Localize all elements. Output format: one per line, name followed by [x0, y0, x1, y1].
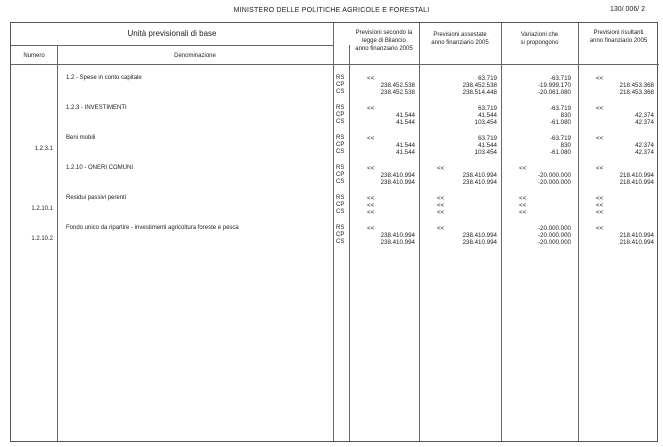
header-prev-assestate-line2: anno finanziario 2005 — [431, 40, 489, 46]
row-prev-bilancio: << — [367, 75, 375, 82]
row-prev-risultanti: 218.453.368 — [619, 89, 654, 96]
row-prev-bilancio: 238.410.994 — [380, 172, 415, 179]
header-numero: Numero — [23, 53, 45, 59]
header-prev-risultanti-line1: Previsioni risultanti — [593, 30, 644, 36]
row-variazioni: << — [519, 165, 527, 172]
row-code: RS — [336, 165, 345, 171]
row-variazioni: -20.000.000 — [537, 172, 571, 179]
row-prev-assestate: 238.452.538 — [462, 82, 497, 89]
header-prev-bilancio-line3: anno finanziario 2005 — [355, 46, 413, 52]
row-code: CP — [336, 82, 345, 88]
row-prev-bilancio: 41.544 — [396, 112, 415, 119]
row-prev-bilancio: 238.452.538 — [380, 89, 415, 96]
row-variazioni: -61.080 — [550, 119, 571, 126]
row-denominazione: 1.2.10 - ONERI COMUNI — [66, 165, 134, 171]
row-variazioni: -19.999.170 — [537, 82, 571, 89]
row-prev-assestate: 238.410.994 — [462, 239, 497, 246]
row-prev-assestate: << — [437, 209, 445, 216]
row-variazioni: << — [519, 202, 527, 209]
row-prev-bilancio: << — [367, 135, 375, 142]
row-denominazione: 1.2.3 - INVESTIMENTI — [66, 105, 127, 111]
header-variazioni — [501, 31, 578, 47]
header-unita: Unità previsionali di base — [127, 29, 217, 38]
row-prev-bilancio: 238.452.538 — [380, 82, 415, 89]
row-prev-risultanti: << — [596, 75, 604, 82]
row-prev-assestate: 238.410.994 — [462, 232, 497, 239]
header-variazioni-line1: Variazioni che — [520, 32, 559, 38]
row-prev-assestate: 238.514.448 — [462, 89, 497, 96]
row-prev-bilancio: 41.544 — [396, 142, 415, 149]
row-prev-risultanti: << — [596, 202, 604, 209]
row-prev-assestate: 63.719 — [478, 105, 497, 112]
row-code: CP — [336, 172, 345, 178]
row-prev-bilancio: 238.410.994 — [380, 239, 415, 246]
row-code: RS — [336, 195, 345, 201]
row-denominazione: 1.2 - Spese in conto capitale — [66, 75, 142, 81]
row-variazioni: 830 — [560, 142, 571, 149]
row-prev-assestate: << — [437, 202, 445, 209]
row-prev-bilancio: 238.410.994 — [380, 179, 415, 186]
row-code: RS — [336, 135, 345, 141]
row-prev-assestate: << — [437, 225, 445, 232]
row-prev-assestate: 63.719 — [478, 75, 497, 82]
row-variazioni: -63.719 — [550, 75, 571, 82]
header-prev-assestate-line1: Previsioni assestate — [433, 32, 487, 38]
row-variazioni: -63.719 — [550, 135, 571, 142]
row-prev-assestate: 41.544 — [478, 112, 497, 119]
row-variazioni: -20.000.000 — [537, 239, 571, 246]
header-prev-assestate — [419, 31, 501, 47]
row-code: CS — [336, 209, 345, 215]
row-variazioni: -20.000.000 — [537, 232, 571, 239]
row-variazioni: -20.000.000 — [537, 225, 571, 232]
row-prev-risultanti: 42.374 — [635, 119, 654, 126]
row-variazioni: 830 — [560, 112, 571, 119]
row-prev-risultanti: 218.410.994 — [619, 239, 654, 246]
row-prev-risultanti: 218.453.368 — [619, 82, 654, 89]
row-numero: 1.2.3.1 — [34, 146, 53, 152]
row-prev-risultanti: << — [596, 105, 604, 112]
row-prev-bilancio: << — [367, 209, 375, 216]
row-variazioni: << — [519, 209, 527, 216]
header-prev-bilancio — [349, 29, 419, 53]
header-variazioni-line2: si propongono — [520, 40, 559, 46]
row-prev-risultanti: << — [596, 165, 604, 172]
row-prev-assestate: << — [437, 165, 445, 172]
row-prev-risultanti: << — [596, 195, 604, 202]
budget-table — [10, 22, 658, 442]
header-denominazione: Denominazione — [174, 53, 216, 59]
row-variazioni: -20.061.080 — [537, 89, 571, 96]
row-prev-bilancio: 41.544 — [396, 149, 415, 156]
row-code: CP — [336, 232, 345, 238]
row-denominazione: Fondo unico da ripartire - investimenti agricoltura foreste e pesca — [66, 225, 239, 231]
row-code: CS — [336, 149, 345, 155]
row-code: CP — [336, 112, 345, 118]
col-divider-denominazione — [333, 23, 334, 441]
row-prev-assestate: << — [437, 195, 445, 202]
row-prev-risultanti: 218.410.994 — [619, 232, 654, 239]
row-prev-risultanti: << — [596, 209, 604, 216]
row-prev-bilancio: << — [367, 105, 375, 112]
row-code: CP — [336, 202, 345, 208]
row-prev-assestate: 238.410.994 — [462, 179, 497, 186]
row-code: RS — [336, 105, 345, 111]
row-prev-assestate: 103.454 — [474, 119, 497, 126]
row-numero: 1.2.10.1 — [31, 206, 53, 212]
row-variazioni: -20.000.000 — [537, 179, 571, 186]
row-code: RS — [336, 225, 345, 231]
row-prev-bilancio: 41.544 — [396, 119, 415, 126]
row-prev-risultanti: 42.374 — [635, 142, 654, 149]
row-code: CS — [336, 89, 345, 95]
row-prev-assestate: 63.719 — [478, 135, 497, 142]
row-prev-assestate: 238.410.994 — [462, 172, 497, 179]
row-divider-unita — [11, 45, 333, 46]
row-prev-risultanti: 42.374 — [635, 149, 654, 156]
row-variazioni: -61.080 — [550, 149, 571, 156]
row-prev-risultanti: << — [596, 225, 604, 232]
row-code: CP — [336, 142, 345, 148]
row-prev-risultanti: << — [596, 135, 604, 142]
header-prev-risultanti-line2: anno finanziario 2005 — [589, 38, 648, 44]
row-denominazione: Residui passivi perenti — [66, 195, 127, 201]
row-code: CS — [336, 179, 345, 185]
row-prev-bilancio: << — [367, 202, 375, 209]
page-number: 130/ 006/ 2 — [609, 6, 645, 13]
row-prev-risultanti: 42.374 — [635, 112, 654, 119]
row-code: RS — [336, 75, 345, 81]
row-code: CS — [336, 239, 345, 245]
row-prev-risultanti: 218.410.994 — [619, 179, 654, 186]
row-prev-bilancio: << — [367, 225, 375, 232]
row-prev-assestate: 103.454 — [474, 149, 497, 156]
row-denominazione: Beni mobili — [66, 135, 96, 141]
row-prev-bilancio: << — [367, 195, 375, 202]
header-prev-bilancio-line1: Previsioni secondo la — [355, 30, 413, 36]
col-divider-numero — [57, 45, 58, 441]
row-numero: 1.2.10.2 — [31, 236, 53, 242]
row-divider-header — [11, 64, 659, 65]
row-variazioni: << — [519, 195, 527, 202]
row-prev-assestate: 41.544 — [478, 142, 497, 149]
row-prev-bilancio: << — [367, 165, 375, 172]
row-code: CS — [336, 119, 345, 125]
header-prev-bilancio-line2: legge di Bilancio — [362, 38, 406, 44]
row-prev-risultanti: 218.410.994 — [619, 172, 654, 179]
row-variazioni: -63.719 — [550, 105, 571, 112]
header-prev-risultanti — [578, 29, 659, 45]
row-prev-bilancio: 238.410.994 — [380, 232, 415, 239]
document-header-title: MINISTERO DELLE POLITICHE AGRICOLE E FORESTALI — [233, 7, 430, 14]
